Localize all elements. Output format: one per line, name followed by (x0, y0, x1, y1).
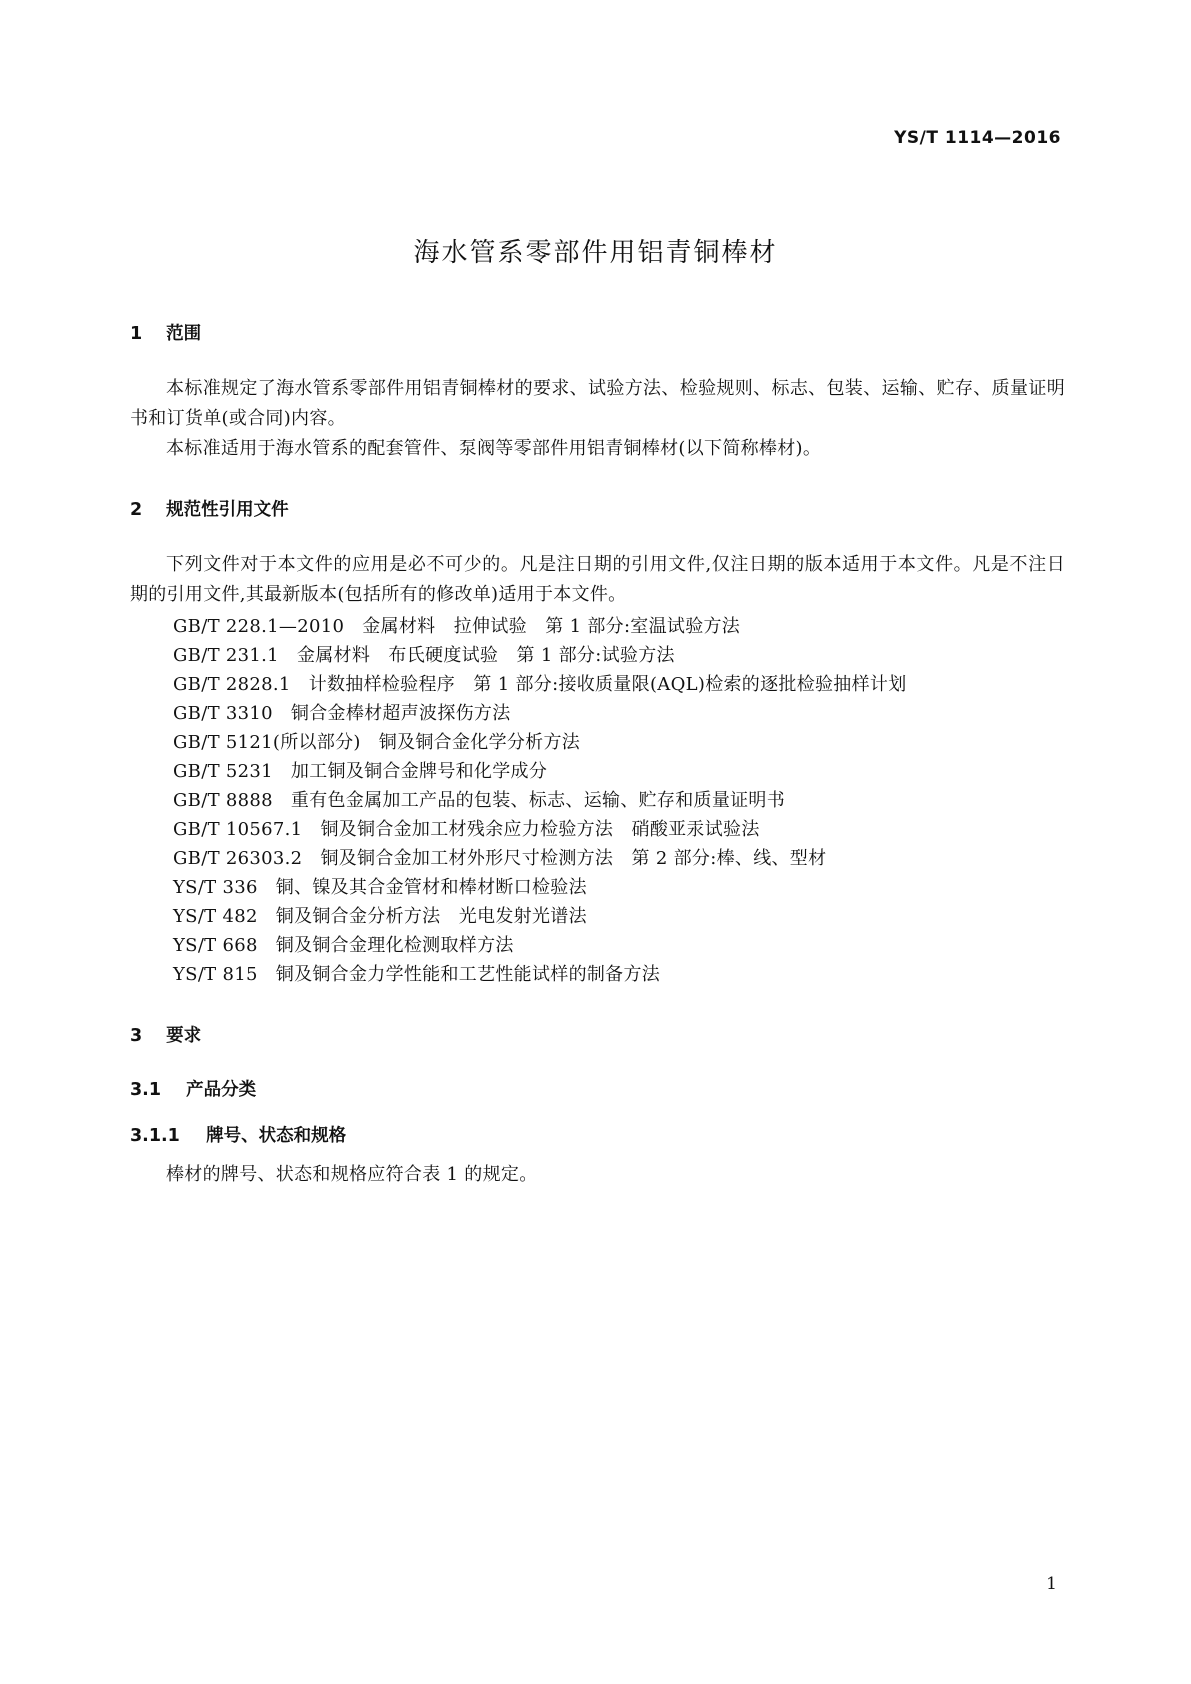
reference-item (173, 815, 760, 841)
reference-title: 铜及铜合金化学分析方法 (378, 732, 581, 753)
reference-item (173, 728, 580, 754)
reference-title: 铜及铜合金力学性能和工艺性能试样的制备方法 (275, 964, 661, 985)
reference-code: GB/T 2828.1 (173, 674, 291, 695)
document-title: 海水管系零部件用铝青铜棒材 (413, 238, 778, 268)
reference-item (173, 931, 514, 957)
scope-paragraph-1: 本标准规定了海水管系零部件用铝青铜棒材的要求、试验方法、检验规则、标志、包装、运输、贮存、质量证明书和订货单(或合同)内容。 (130, 378, 1065, 429)
section-title: 要求 (166, 1026, 202, 1046)
reference-item (173, 873, 587, 899)
reference-item (173, 786, 785, 812)
reference-code: YS/T 815 (173, 964, 258, 985)
section-heading-3 (130, 1022, 201, 1047)
reference-item (173, 670, 907, 696)
section-title: 范围 (166, 324, 202, 344)
reference-title: 加工铜及铜合金牌号和化学成分 (290, 761, 548, 782)
reference-title: 铜及铜合金加工材外形尺寸检测方法 第 2 部分:棒、线、型材 (320, 848, 827, 869)
reference-title: 重有色金属加工产品的包装、标志、运输、贮存和质量证明书 (290, 790, 786, 811)
section-title: 产品分类 (186, 1080, 257, 1100)
reference-code: GB/T 10567.1 (173, 819, 303, 840)
section-heading-2 (130, 496, 289, 521)
reference-code: YS/T 336 (173, 877, 258, 898)
reference-code: GB/T 231.1 (173, 645, 279, 666)
reference-title: 铜、镍及其合金管材和棒材断口检验法 (275, 877, 587, 898)
reference-title: 金属材料 拉伸试验 第 1 部分:室温试验方法 (362, 616, 741, 637)
section-title: 规范性引用文件 (166, 500, 289, 520)
reference-item (173, 612, 740, 638)
section-number: 3.1.1 (130, 1126, 180, 1146)
reference-title: 计数抽样检验程序 第 1 部分:接收质量限(AQL)检索的逐批检验抽样计划 (308, 674, 907, 695)
page-number: 1 (1046, 1574, 1057, 1594)
reference-code: YS/T 668 (173, 935, 258, 956)
reference-code: GB/T 5231 (173, 761, 273, 782)
reference-title: 铜及铜合金加工材残余应力检验方法 硝酸亚汞试验法 (320, 819, 760, 840)
section-title: 牌号、状态和规格 (206, 1126, 347, 1146)
reference-title: 铜及铜合金分析方法 光电发射光谱法 (275, 906, 587, 927)
reference-item (173, 757, 547, 783)
reference-item (173, 902, 587, 928)
section-number: 1 (130, 324, 143, 344)
reference-item (173, 960, 660, 986)
section-number: 3 (130, 1026, 143, 1046)
reference-title: 金属材料 布氏硬度试验 第 1 部分:试验方法 (296, 645, 675, 666)
subsection-heading-3-1 (130, 1076, 256, 1101)
subsection-heading-3-1-1 (130, 1122, 346, 1147)
reference-item (173, 699, 511, 725)
reference-code: GB/T 5121(所以部分) (173, 732, 361, 753)
reference-code: GB/T 3310 (173, 703, 273, 724)
standard-code: YS/T 1114—2016 (894, 128, 1061, 148)
reference-code: YS/T 482 (173, 906, 258, 927)
scope-paragraph-2: 本标准适用于海水管系的配套管件、泵阀等零部件用铝青铜棒材(以下简称棒材)。 (166, 438, 822, 459)
section-number: 3.1 (130, 1080, 162, 1100)
reference-code: GB/T 8888 (173, 790, 273, 811)
reference-item (173, 844, 826, 870)
reference-title: 铜及铜合金理化检测取样方法 (275, 935, 514, 956)
reference-code: GB/T 228.1—2010 (173, 616, 345, 637)
section-heading-1 (130, 320, 201, 345)
reference-item (173, 641, 675, 667)
reference-title: 铜合金棒材超声波探伤方法 (290, 703, 511, 724)
references-intro-paragraph: 下列文件对于本文件的应用是必不可少的。凡是注日期的引用文件,仅注日期的版本适用于本文件。凡是不注日期的引用文件,其最新版本(包括所有的修改单)适用于本文件。 (130, 554, 1065, 605)
section-number: 2 (130, 500, 143, 520)
reference-code: GB/T 26303.2 (173, 848, 303, 869)
grade-temper-size-paragraph: 棒材的牌号、状态和规格应符合表 1 的规定。 (166, 1164, 538, 1185)
